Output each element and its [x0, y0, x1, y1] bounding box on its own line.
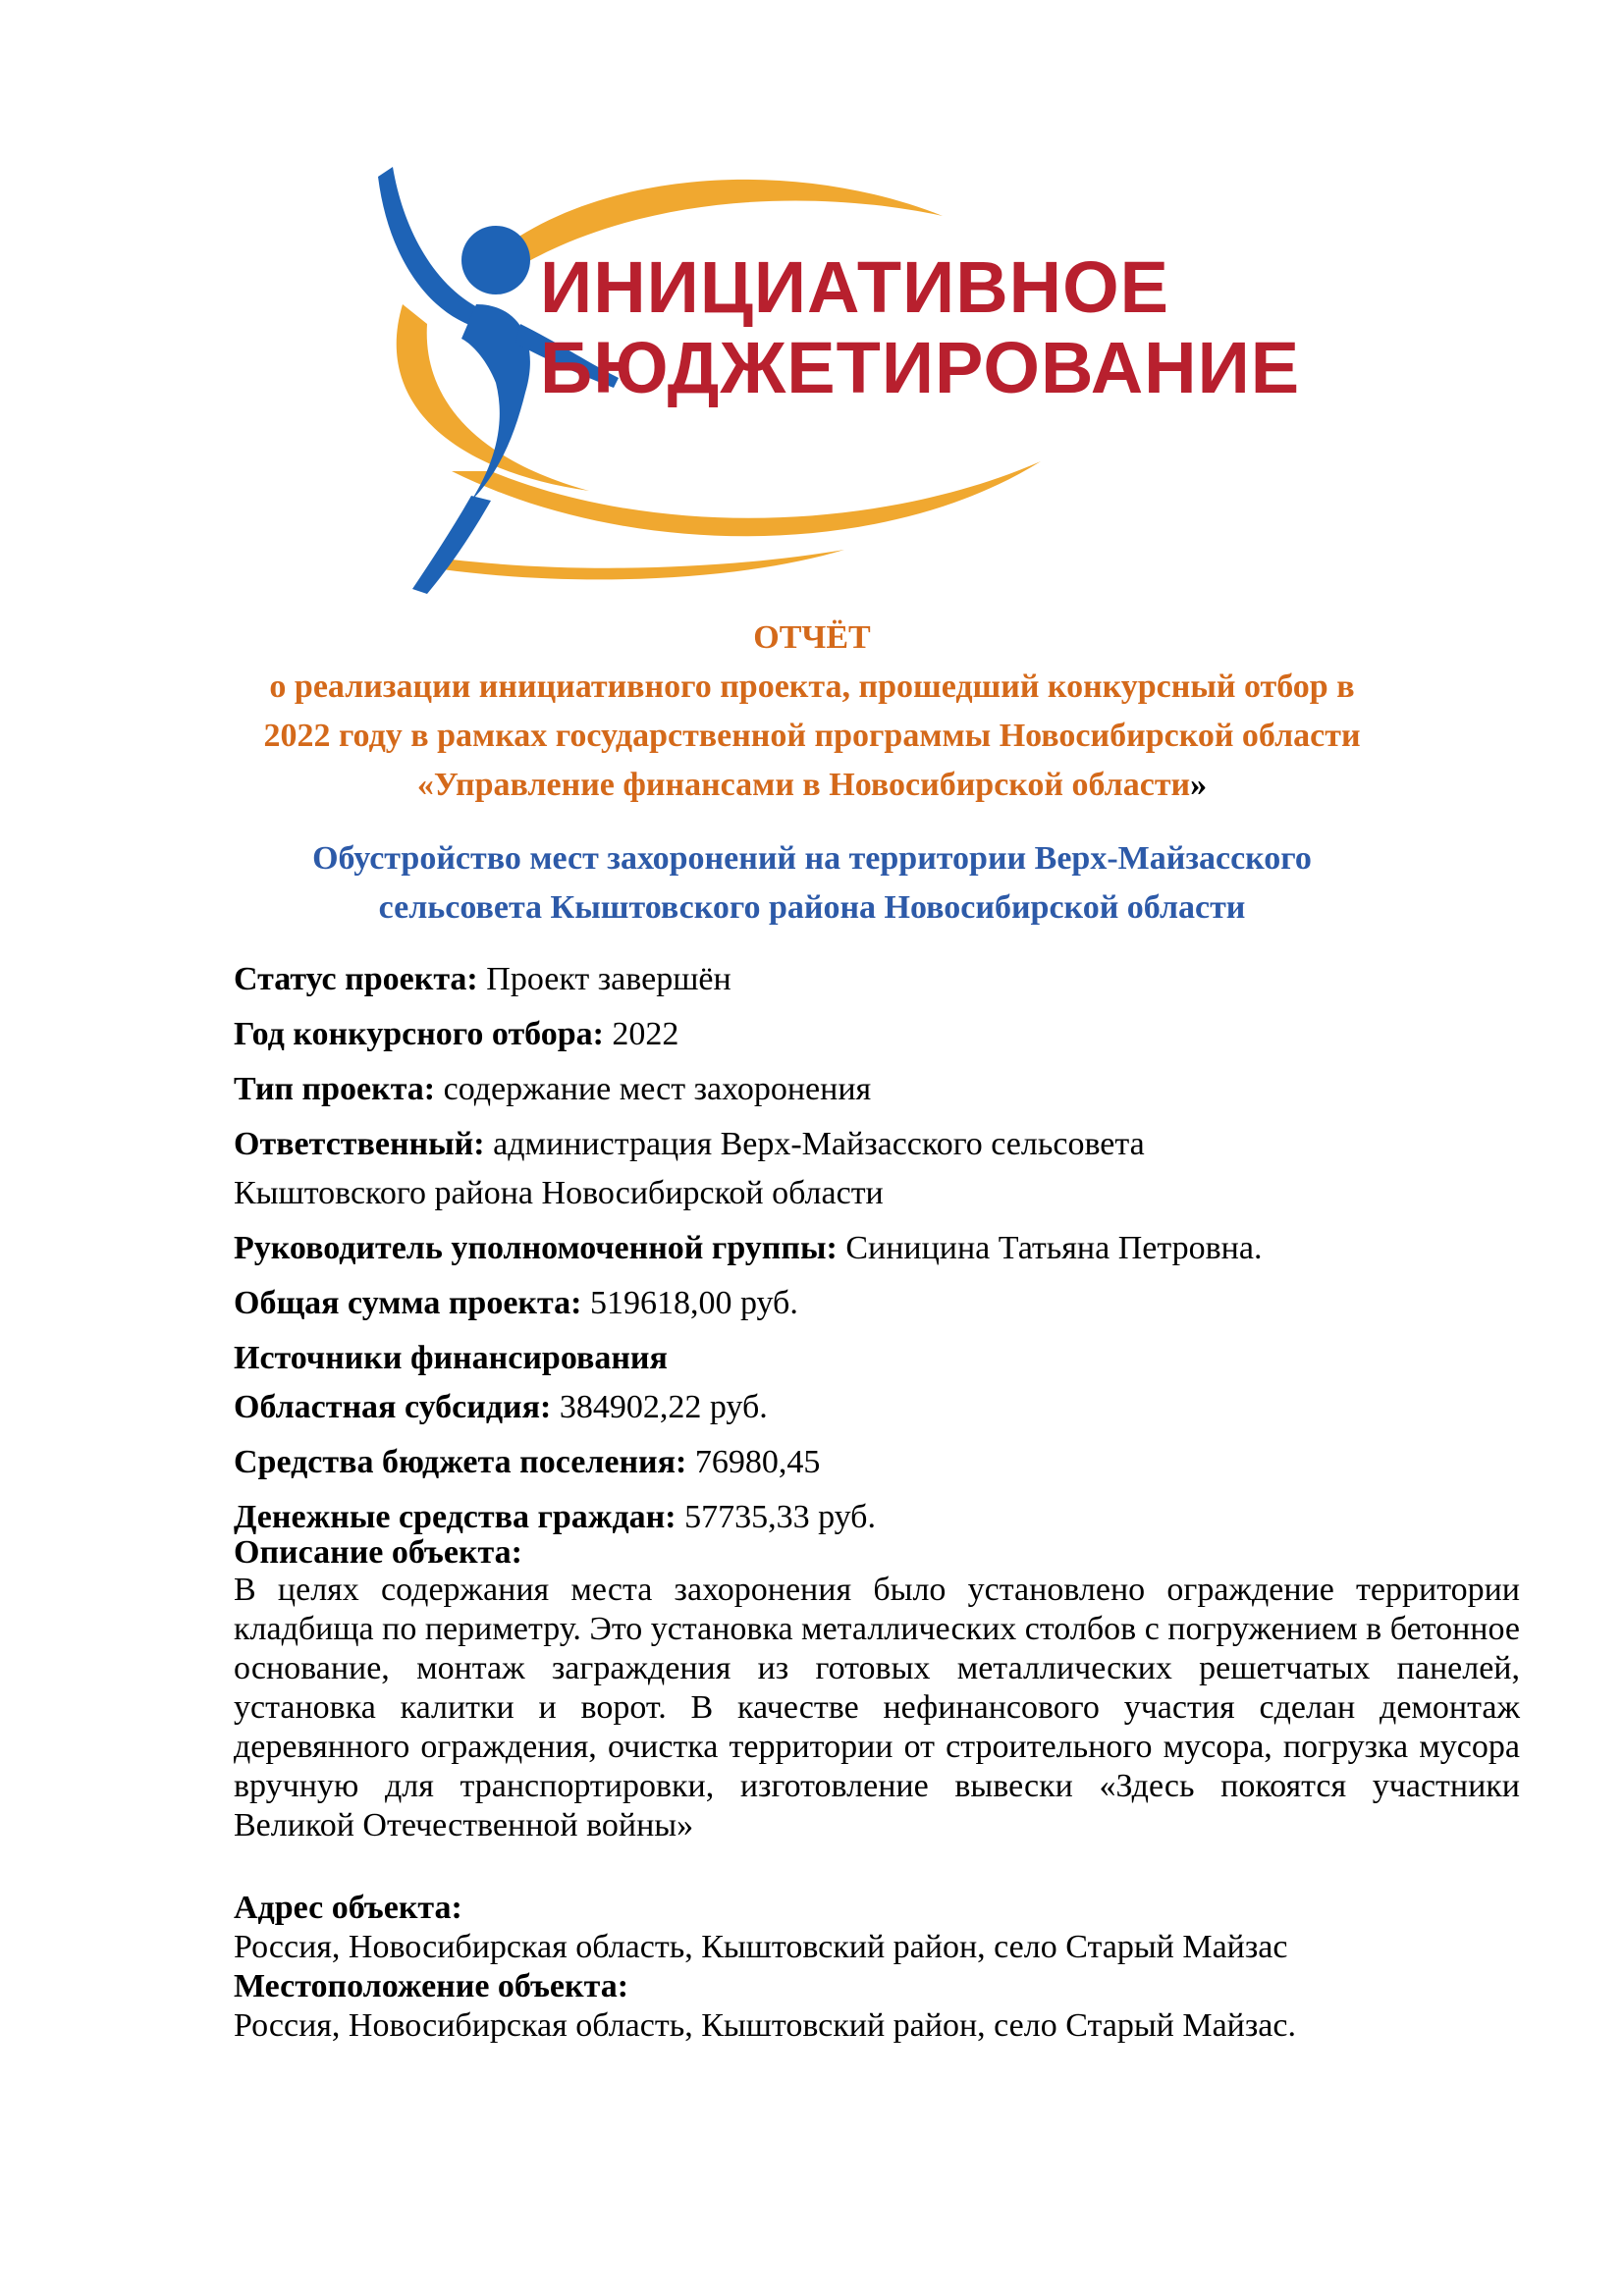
report-subtitle-line-1: о реализации инициативного проекта, прошедший конкурсный отбор в	[269, 668, 1355, 705]
type-label: Тип проекта:	[234, 1071, 436, 1107]
total-label: Общая сумма проекта:	[234, 1285, 582, 1321]
logo-text-line-2: БЮДЖЕТИРОВАНИЕ	[540, 327, 1301, 408]
responsible-value: администрация Верх-Майзасского сельсовета	[493, 1126, 1145, 1162]
settlement-value: 76980,45	[694, 1444, 821, 1480]
description-text: В целях содержания места захоронения было установлено ограждение территории кладбища по периметру. Это установка металлических столбов с погружением в бетонное основание, монтаж заграждения из готовых металлических решетчатых панелей, установка калитки и ворот. В качестве нефинансового участия сделан демонтаж деревянного ограждения, очистка территории от строительного мусора, погрузка мусора вручную для транспортировки, изготовление вывески «Здесь покоятся участники Великой Отечественной войны»	[234, 1572, 1520, 1843]
year-value: 2022	[612, 1016, 679, 1052]
sources-heading	[234, 1339, 1520, 1378]
type-value: содержание мест захоронения	[443, 1071, 872, 1107]
location-heading	[234, 1967, 1520, 2006]
report-title	[0, 614, 1624, 810]
status-value: Проект завершён	[486, 961, 731, 997]
report-subtitle-line-3-end: »	[1190, 767, 1208, 803]
address-value: Россия, Новосибирская область, Кыштовский район, село Старый Майзас	[234, 1929, 1288, 1965]
address-row	[234, 1928, 1520, 1967]
address-label: Адрес объекта:	[234, 1890, 462, 1926]
settlement-label: Средства бюджета поселения:	[234, 1444, 687, 1480]
location-value: Россия, Новосибирская область, Кыштовский район, село Старый Майзас.	[234, 2007, 1296, 2044]
location-label: Местоположение объекта:	[234, 1968, 629, 2004]
total-value: 519618,00 руб.	[589, 1285, 798, 1321]
regional-row	[234, 1388, 1520, 1427]
report-subtitle-line-2: 2022 году в рамках государственной программы Новосибирской области	[263, 718, 1361, 754]
description-heading	[234, 1533, 1520, 1573]
logo-text-line-1: ИНИЦИАТИВНОЕ	[540, 246, 1169, 328]
report-heading: ОТЧЁТ	[753, 619, 871, 656]
total-row	[234, 1284, 1520, 1323]
responsible-row	[234, 1125, 1520, 1164]
leader-value: Синицина Татьяна Петровна.	[845, 1230, 1263, 1266]
citizens-value: 57735,33 руб.	[684, 1499, 876, 1535]
leader-row	[234, 1229, 1520, 1268]
leader-label: Руководитель уполномоченной группы:	[234, 1230, 838, 1266]
status-label: Статус проекта:	[234, 961, 478, 997]
project-name	[0, 834, 1624, 933]
report-subtitle-line-3	[0, 761, 1624, 810]
initiative-budgeting-logo	[334, 147, 1301, 609]
project-name-line-1: Обустройство мест захоронений на территории Верх-Майзасского	[312, 840, 1312, 877]
year-label: Год конкурсного отбора:	[234, 1016, 604, 1052]
year-row	[234, 1015, 1520, 1054]
sources-heading-text: Источники финансирования	[234, 1340, 668, 1376]
responsible-row-continued	[234, 1174, 1520, 1213]
regional-label: Областная субсидия:	[234, 1389, 552, 1425]
report-subtitle-line-3-text: «Управление финансами в Новосибирской области	[416, 767, 1191, 803]
type-row	[234, 1070, 1520, 1109]
settlement-row	[234, 1443, 1520, 1482]
responsible-label: Ответственный:	[234, 1126, 485, 1162]
responsible-value-continued: Кыштовского района Новосибирской области	[234, 1175, 884, 1211]
description-label: Описание объекта:	[234, 1534, 522, 1571]
citizens-row	[234, 1498, 1520, 1537]
citizens-label: Денежные средства граждан:	[234, 1499, 677, 1535]
address-heading	[234, 1889, 1520, 1928]
status-row	[234, 960, 1520, 999]
location-row	[234, 2006, 1520, 2046]
project-name-line-2: сельсовета Кыштовского района Новосибирской области	[378, 889, 1246, 926]
regional-value: 384902,22 руб.	[559, 1389, 768, 1425]
